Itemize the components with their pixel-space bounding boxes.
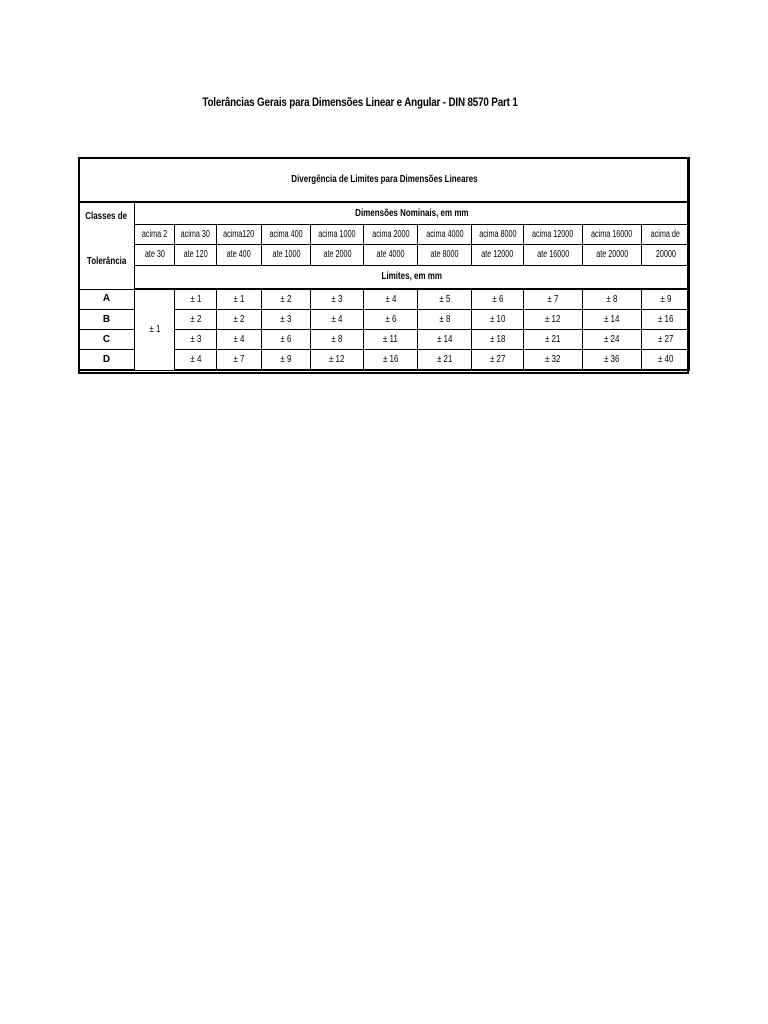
range-to-cell: ate 400 <box>217 245 262 266</box>
range-from-cell: acima 1000 <box>311 225 364 245</box>
classes-header-top: Classes de <box>85 211 128 222</box>
limit-cell: ± 16 <box>642 310 690 330</box>
class-label: D <box>79 350 135 371</box>
limit-cell: ± 7 <box>524 289 583 310</box>
range-from-cell: acima 400 <box>262 225 311 245</box>
nominal-dimensions-header: Dimensões Nominais, em mm <box>135 202 690 225</box>
limit-cell: ± 40 <box>642 350 690 371</box>
limit-cell: ± 3 <box>262 310 311 330</box>
limit-cell: ± 24 <box>583 330 642 350</box>
first-range-limit: ± 1 <box>135 289 175 370</box>
range-from-cell: acima 16000 <box>583 225 642 245</box>
range-to-cell: ate 12000 <box>472 245 524 266</box>
range-from-cell: acima 12000 <box>524 225 583 245</box>
limit-cell: ± 4 <box>311 310 364 330</box>
limit-cell: ± 8 <box>583 289 642 310</box>
table-caption: Divergência de Limites para Dimensões Lineares <box>79 158 690 203</box>
limit-cell: ± 8 <box>418 310 472 330</box>
limit-cell: ± 5 <box>418 289 472 310</box>
limit-cell: ± 4 <box>217 330 262 350</box>
range-to-cell: ate 120 <box>175 245 217 266</box>
limit-cell: ± 1 <box>217 289 262 310</box>
limits-header: Limites, em mm <box>135 266 690 290</box>
limit-cell: ± 21 <box>524 330 583 350</box>
range-from-cell: acima 4000 <box>418 225 472 245</box>
limit-cell: ± 32 <box>524 350 583 371</box>
limit-cell: ± 36 <box>583 350 642 371</box>
range-to-cell: ate 30 <box>135 245 175 266</box>
limit-cell: ± 9 <box>642 289 690 310</box>
limit-cell: ± 4 <box>175 350 217 371</box>
document-title: Tolerâncias Gerais para Dimensões Linear e Angular - DIN 8570 Part 1 <box>202 95 518 109</box>
limit-cell: ± 14 <box>583 310 642 330</box>
table-outer-border <box>78 157 689 374</box>
limit-cell: ± 1 <box>175 289 217 310</box>
limit-cell: ± 6 <box>472 289 524 310</box>
limit-cell: ± 9 <box>262 350 311 371</box>
limit-cell: ± 14 <box>418 330 472 350</box>
limit-cell: ± 27 <box>472 350 524 371</box>
range-from-cell: acima120 <box>217 225 262 245</box>
range-to-cell: ate 1000 <box>262 245 311 266</box>
range-from-cell: acima 2 <box>135 225 175 245</box>
limit-cell: ± 3 <box>311 289 364 310</box>
limit-cell: ± 2 <box>262 289 311 310</box>
range-from-cell: acima de <box>642 225 690 245</box>
range-to-cell: 20000 <box>642 245 690 266</box>
limit-cell: ± 8 <box>311 330 364 350</box>
range-to-cell: ate 20000 <box>583 245 642 266</box>
limit-cell: ± 27 <box>642 330 690 350</box>
limit-cell: ± 10 <box>472 310 524 330</box>
limit-cell: ± 7 <box>217 350 262 371</box>
class-label: A <box>79 289 135 310</box>
limit-cell: ± 21 <box>418 350 472 371</box>
range-from-cell: acima 2000 <box>364 225 418 245</box>
limit-cell: ± 4 <box>364 289 418 310</box>
limit-cell: ± 11 <box>364 330 418 350</box>
limit-cell: ± 2 <box>175 310 217 330</box>
class-label: B <box>79 310 135 330</box>
class-label: C <box>79 330 135 350</box>
limit-cell: ± 16 <box>364 350 418 371</box>
range-to-cell: ate 8000 <box>418 245 472 266</box>
range-from-cell: acima 30 <box>175 225 217 245</box>
limit-cell: ± 12 <box>524 310 583 330</box>
limit-cell: ± 12 <box>311 350 364 371</box>
range-from-cell: acima 8000 <box>472 225 524 245</box>
limit-cell: ± 6 <box>262 330 311 350</box>
range-to-cell: ate 16000 <box>524 245 583 266</box>
classes-header-bottom: Tolerância <box>86 256 127 267</box>
range-to-cell: ate 4000 <box>364 245 418 266</box>
limit-cell: ± 6 <box>364 310 418 330</box>
limit-cell: ± 18 <box>472 330 524 350</box>
limit-cell: ± 2 <box>217 310 262 330</box>
range-to-cell: ate 2000 <box>311 245 364 266</box>
limit-cell: ± 3 <box>175 330 217 350</box>
